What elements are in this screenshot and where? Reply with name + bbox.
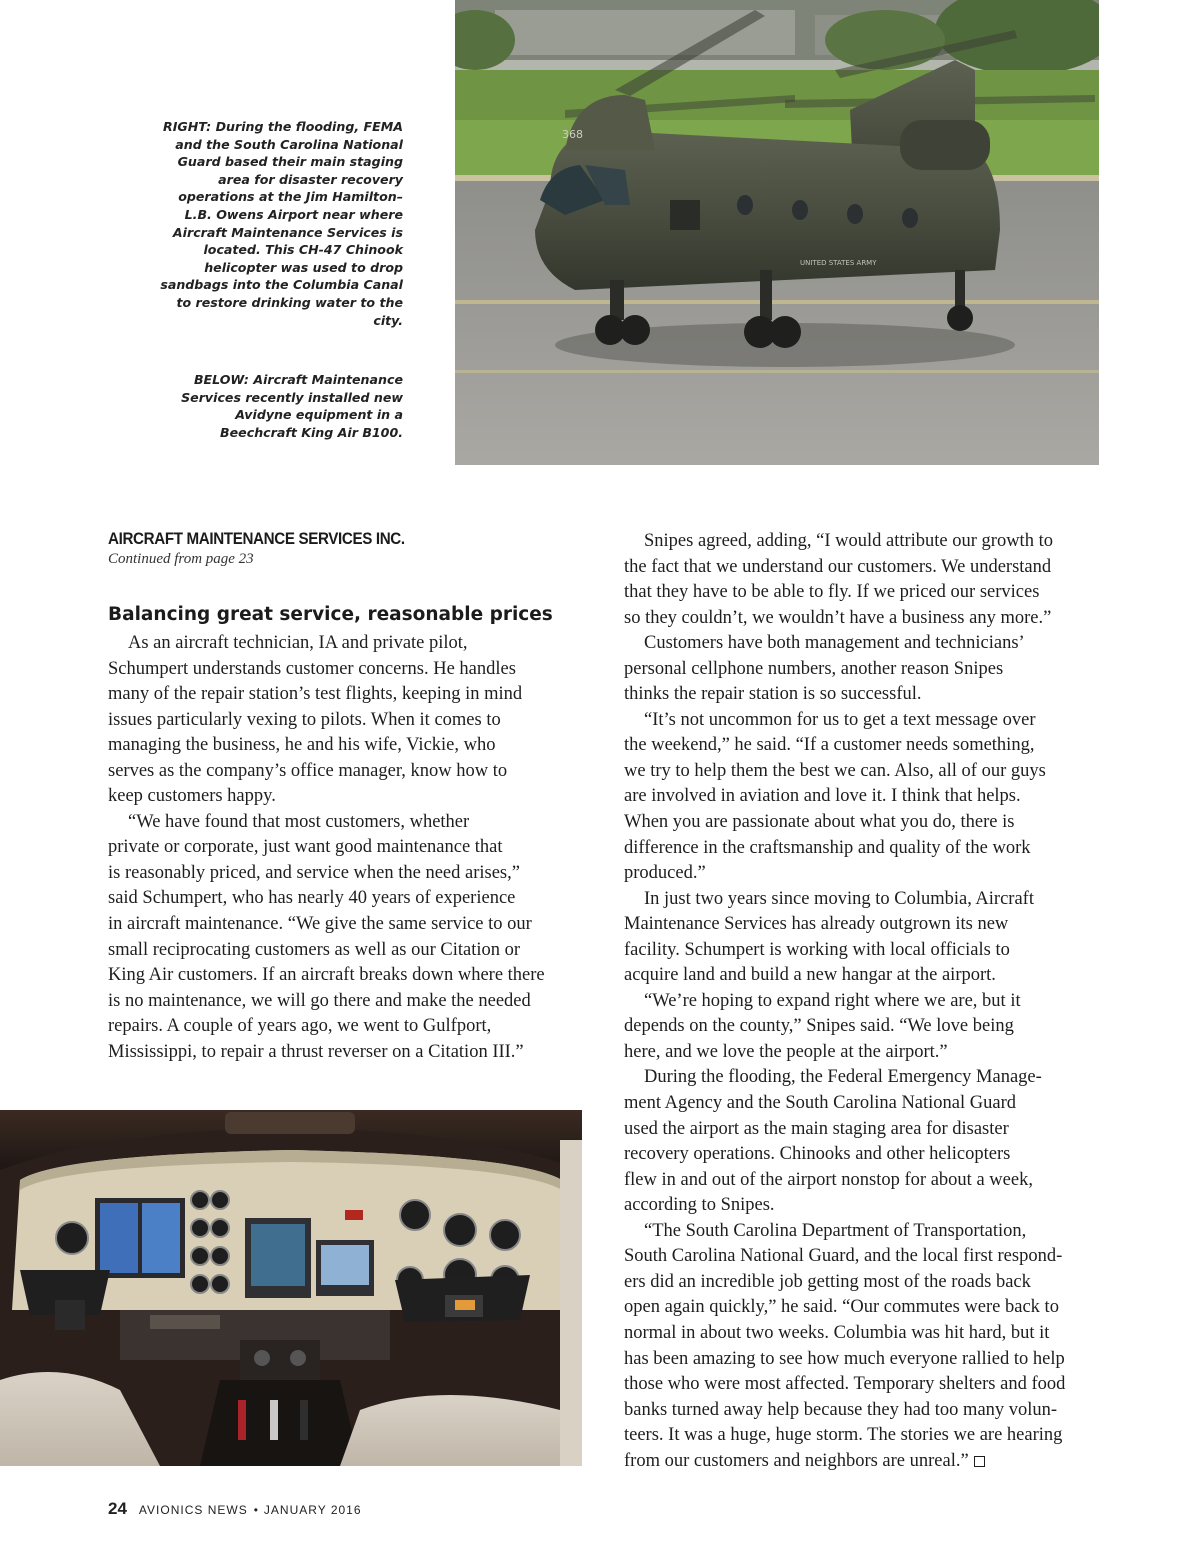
text-line: keep customers happy. bbox=[108, 786, 276, 807]
end-of-story-icon bbox=[974, 1456, 985, 1467]
text-line: is no maintenance, we will go there and make the needed bbox=[108, 990, 531, 1011]
text-line: acquire land and build a new hangar at the airport. bbox=[624, 965, 996, 986]
text-line: in aircraft maintenance. “We give the same service to our bbox=[108, 914, 532, 935]
king-air-cockpit-illustration bbox=[0, 1110, 582, 1466]
text-line: those who were most affected. Temporary shelters and food bbox=[624, 1374, 1066, 1395]
caption-right: RIGHT: During the flooding, FEMA and the South Carolina National Guard based their main staging area for disaster recovery operations at the Jim Hamilton–L.B. Owens Airport near where Aircraft Maintenance Services is located. This CH-47 Chinook helicopter was used to drop sandbags into the Columbia Canal to restore drinking water to the city. bbox=[160, 119, 403, 328]
text-line: “It’s not uncommon for us to get a text message over bbox=[644, 709, 1036, 730]
text-line: difference in the craftsmanship and quality of the work bbox=[624, 837, 1031, 858]
text-line: serves as the company’s office manager, know how to bbox=[108, 760, 508, 781]
text-line: many of the repair station’s test flights, keeping in mind bbox=[108, 684, 523, 705]
army-marking: UNITED STATES ARMY bbox=[800, 259, 877, 267]
page-footer bbox=[108, 1499, 362, 1519]
text-line: Maintenance Services has already outgrown its new bbox=[624, 914, 1009, 935]
text-line: facility. Schumpert is working with local officials to bbox=[624, 939, 1010, 960]
right-column bbox=[624, 529, 1104, 1474]
caption-below: BELOW: Aircraft Maintenance Services recently installed new Avidyne equipment in a Beechcraft King Air B100. bbox=[181, 372, 403, 440]
text-line: normal in about two weeks. Columbia was hit hard, but it bbox=[624, 1322, 1050, 1343]
text-line: As an aircraft technician, IA and private pilot, bbox=[128, 633, 468, 653]
text-line: In just two years since moving to Columbia, Aircraft bbox=[644, 888, 1034, 909]
text-line: Snipes agreed, adding, “I would attribute our growth to bbox=[644, 531, 1053, 551]
text-line: used the airport as the main staging area for disaster bbox=[624, 1118, 1009, 1139]
text-line: personal cellphone numbers, another reason Snipes bbox=[624, 658, 1004, 679]
text-line: the fact that we understand our customers. We understand bbox=[624, 556, 1052, 577]
tail-number: 368 bbox=[562, 128, 583, 141]
text-line: here, and we love the people at the airport.” bbox=[624, 1041, 948, 1062]
text-line: from our customers and neighbors are unreal.” bbox=[624, 1450, 969, 1471]
text-line: depends on the county,” Snipes said. “We love being bbox=[624, 1016, 1014, 1037]
publication-name: AVIONICS NEWS bbox=[138, 1503, 248, 1517]
text-line: so they couldn’t, we wouldn’t have a business any more.” bbox=[624, 607, 1052, 628]
text-line: Customers have both management and technicians’ bbox=[644, 633, 1025, 654]
text-line: South Carolina National Guard, and the local first respond- bbox=[624, 1246, 1063, 1267]
article-subhead: Balancing great service, reasonable prices bbox=[108, 604, 553, 625]
text-line: teers. It was a huge, huge storm. The stories we are hearing bbox=[624, 1425, 1063, 1446]
continued-note: Continued from page 23 bbox=[108, 551, 254, 567]
text-line: are involved in aviation and love it. I think that helps. bbox=[624, 786, 1021, 807]
text-line: is reasonably priced, and service when the need arises,” bbox=[108, 862, 520, 883]
text-line: Mississippi, to repair a thrust reverser on a Citation III.” bbox=[108, 1041, 524, 1062]
text-line: repairs. A couple of years ago, we went to Gulfport, bbox=[108, 1016, 492, 1037]
page-number: 24 bbox=[108, 1499, 127, 1518]
chinook-helicopter-illustration bbox=[455, 0, 1099, 465]
left-column bbox=[108, 631, 588, 1065]
text-line: ment Agency and the South Carolina National Guard bbox=[624, 1093, 1017, 1114]
footer-separator: • bbox=[253, 1503, 258, 1517]
text-line: private or corporate, just want good maintenance that bbox=[108, 837, 503, 858]
king-air-cockpit-photo bbox=[0, 1110, 582, 1466]
text-line: produced.” bbox=[624, 863, 706, 884]
text-line: has been amazing to see how much everyone rallied to help bbox=[624, 1348, 1065, 1369]
text-line: recovery operations. Chinooks and other helicopters bbox=[624, 1144, 1011, 1165]
text-line: said Schumpert, who has nearly 40 years of experience bbox=[108, 888, 516, 909]
text-line: managing the business, he and his wife, Vickie, who bbox=[108, 735, 496, 756]
section-kicker: AIRCRAFT MAINTENANCE SERVICES INC. bbox=[108, 530, 405, 548]
issue-date: JANUARY 2016 bbox=[263, 1503, 362, 1517]
text-line: we try to help them the best we can. Also, all of our guys bbox=[624, 760, 1046, 781]
text-line-last bbox=[624, 1449, 1104, 1475]
text-line: that they have to be able to fly. If we priced our services bbox=[624, 582, 1040, 603]
text-line: When you are passionate about what you do, there is bbox=[624, 812, 1015, 833]
text-line: Schumpert understands customer concerns. He handles bbox=[108, 658, 516, 679]
text-line: issues particularly vexing to pilots. When it comes to bbox=[108, 709, 501, 730]
text-line: thinks the repair station is so successful. bbox=[624, 684, 922, 705]
chinook-helicopter-photo bbox=[455, 0, 1099, 465]
text-line: according to Snipes. bbox=[624, 1195, 775, 1216]
text-line: “The South Carolina Department of Transportation, bbox=[644, 1220, 1027, 1241]
text-line: banks turned away help because they had too many volun- bbox=[624, 1399, 1058, 1420]
text-line: ers did an incredible job getting most of the roads back bbox=[624, 1271, 1031, 1292]
text-line: King Air customers. If an aircraft breaks down where there bbox=[108, 965, 545, 986]
text-line: “We have found that most customers, whether bbox=[128, 811, 470, 832]
text-line: “We’re hoping to expand right where we are, but it bbox=[644, 990, 1021, 1011]
text-line: small reciprocating customers as well as our Citation or bbox=[108, 939, 521, 960]
text-line: the weekend,” he said. “If a customer needs something, bbox=[624, 735, 1035, 756]
text-line: open again quickly,” he said. “Our commutes were back to bbox=[624, 1297, 1059, 1318]
text-line: flew in and out of the airport nonstop for about a week, bbox=[624, 1169, 1033, 1190]
text-line: During the flooding, the Federal Emergency Manage- bbox=[644, 1067, 1042, 1088]
